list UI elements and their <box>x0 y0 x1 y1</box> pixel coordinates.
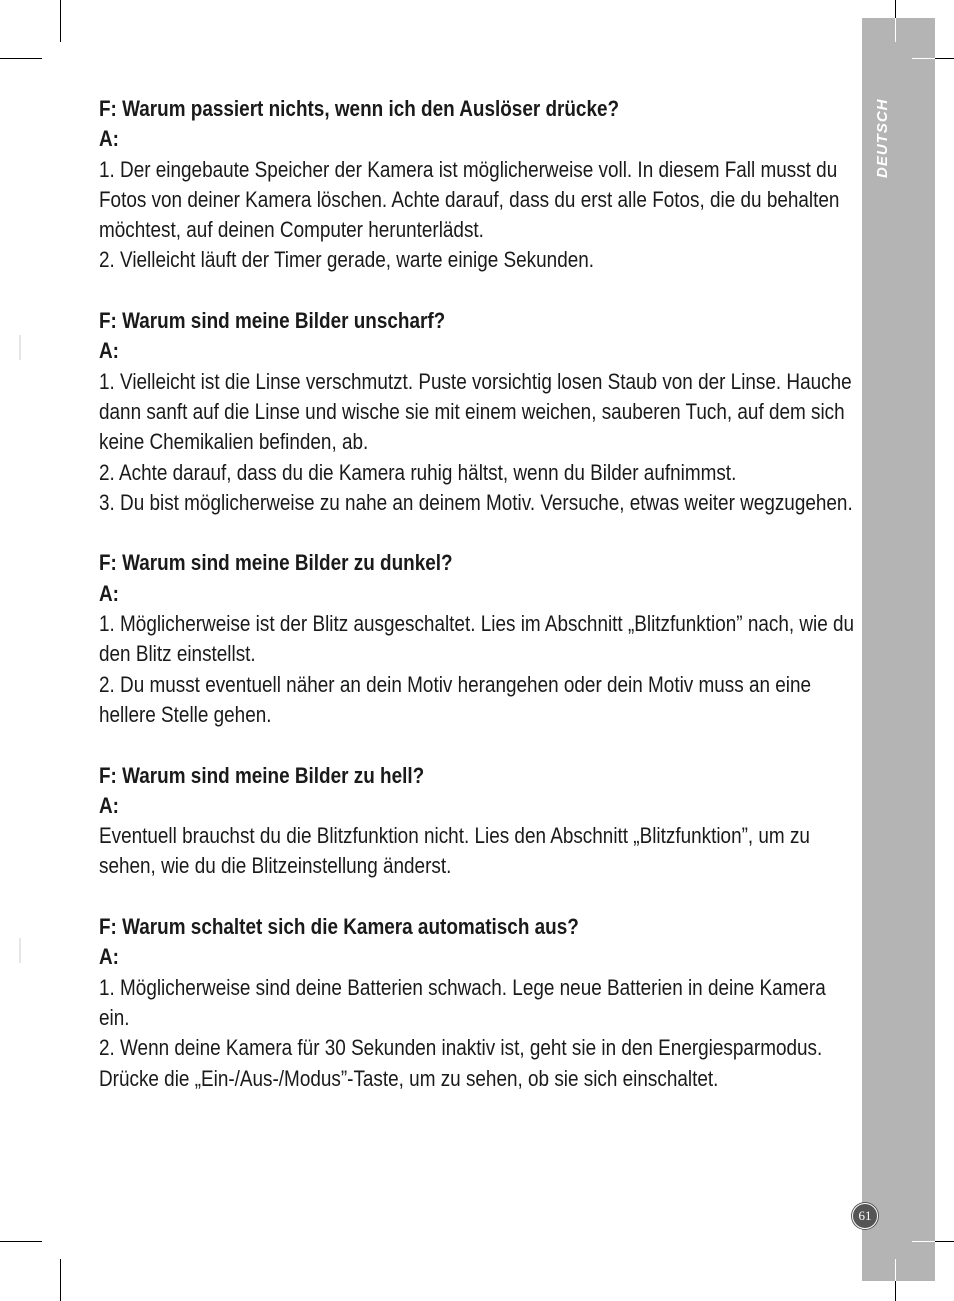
crop-mark <box>0 1241 42 1242</box>
faq-answer: 2. Du musst eventuell näher an dein Motiv herangehen oder dein Motiv muss an eine hellere Stelle gehen. <box>99 671 812 727</box>
crop-mark <box>60 0 61 42</box>
faq-answer-label: A: <box>99 580 119 606</box>
page-number-badge <box>852 1203 878 1229</box>
faq-answer: 2. Wenn deine Kamera für 30 Sekunden inaktiv ist, geht sie in den Energiesparmodus. Drücke die „Ein-/Aus-/Modus”-Taste, um zu sehen, ob sie sich einschaltet. <box>99 1035 823 1091</box>
faq-item <box>99 912 859 1094</box>
crop-mark <box>0 58 42 59</box>
crop-mark <box>895 18 896 42</box>
language-label: DEUTSCH <box>874 98 891 178</box>
language-sidebar <box>862 18 935 1281</box>
registration-mark <box>19 938 21 963</box>
faq-answer: 1. Möglicherweise sind deine Batterien schwach. Lege neue Batterien in deine Kamera ein. <box>99 974 826 1030</box>
faq-answer: 1. Möglicherweise ist der Blitz ausgeschaltet. Lies im Abschnitt „Blitzfunktion” nach, wie du den Blitz einstellst. <box>99 611 855 667</box>
faq-item <box>99 761 859 882</box>
faq-answer: 3. Du bist möglicherweise zu nahe an deinem Motiv. Versuche, etwas weiter wegzugehen. <box>99 489 853 515</box>
crop-mark <box>912 1241 935 1242</box>
faq-item <box>99 306 859 518</box>
faq-item <box>99 548 859 730</box>
faq-answer-label: A: <box>99 126 119 152</box>
faq-item <box>99 94 859 276</box>
faq-answer: 1. Der eingebaute Speicher der Kamera ist möglicherweise voll. In diesem Fall musst du Fotos von deiner Kamera löschen. Achte darauf, dass du erst alle Fotos, die du behalten möchtest, auf deinen Computer herunterlädst. <box>99 156 840 243</box>
faq-question: F: Warum schaltet sich die Kamera automatisch aus? <box>99 914 579 940</box>
faq-answer-label: A: <box>99 792 119 818</box>
faq-answer: 2. Achte darauf, dass du die Kamera ruhig hältst, wenn du Bilder aufnimmst. <box>99 459 737 485</box>
faq-answer: 1. Vielleicht ist die Linse verschmutzt. Puste vorsichtig losen Staub von der Linse. Hauche dann sanft auf die Linse und wische sie mit einem weichen, sauberen Tuch, auf dem sich keine Chemikalien befinden, ab. <box>99 368 852 455</box>
faq-answer-label: A: <box>99 944 119 970</box>
faq-question: F: Warum sind meine Bilder zu hell? <box>99 762 425 788</box>
page-number: 61 <box>858 1208 872 1223</box>
faq-question: F: Warum sind meine Bilder unscharf? <box>99 308 446 334</box>
faq-answer-label: A: <box>99 338 119 364</box>
crop-mark <box>895 1259 896 1281</box>
faq-question: F: Warum sind meine Bilder zu dunkel? <box>99 550 453 576</box>
crop-mark <box>60 1259 61 1301</box>
faq-answer: 2. Vielleicht läuft der Timer gerade, warte einige Sekunden. <box>99 247 595 273</box>
registration-mark <box>19 335 21 360</box>
faq-answer: Eventuell brauchst du die Blitzfunktion nicht. Lies den Abschnitt „Blitzfunktion”, um zu sehen, wie du die Blitzeinstellung änderst. <box>99 823 810 879</box>
faq-content <box>99 94 859 1124</box>
crop-mark <box>912 58 935 59</box>
faq-question: F: Warum passiert nichts, wenn ich den Auslöser drücke? <box>99 96 620 121</box>
